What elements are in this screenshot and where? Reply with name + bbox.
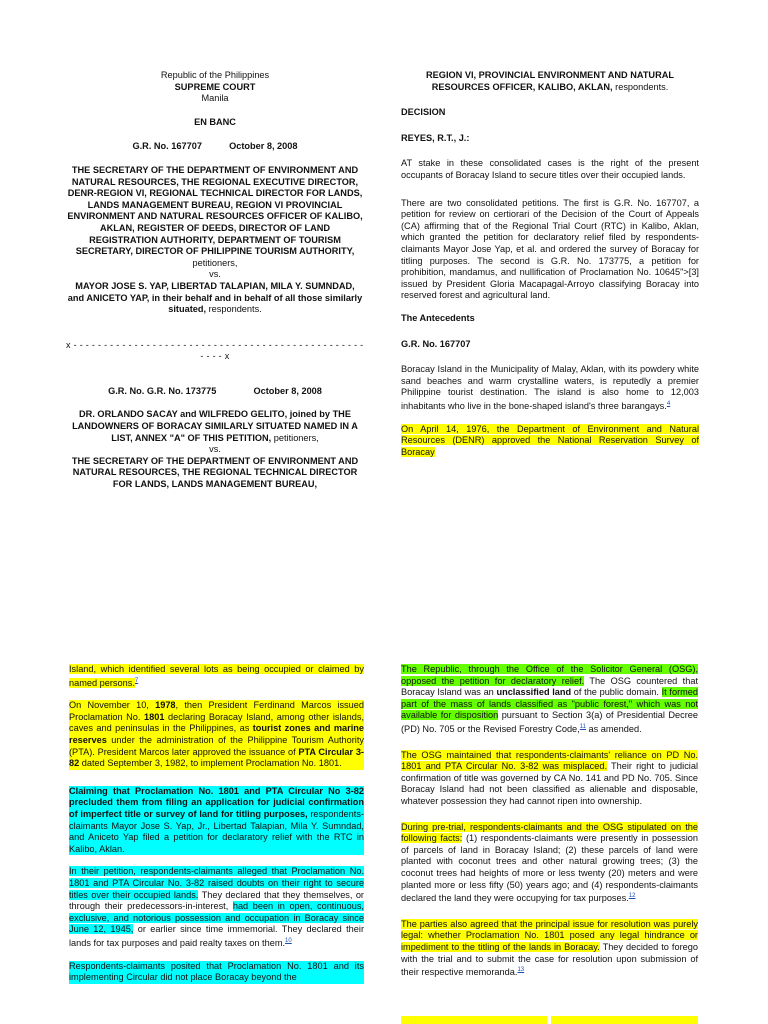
osg-opposition-paragraph (401, 664, 698, 736)
page-2 (0, 512, 768, 1024)
court-city: Manila (201, 93, 229, 104)
claim-text: respondents-claimants Mayor Jose S. Yap, Jr., Libertad Talapian, Mila Y. Sumndad, and Aniceto Yap filed a petition for declaratory relief with the RTC in Kalibo, Aklan. (69, 809, 364, 854)
osg-maintained-paragraph (401, 750, 698, 808)
page2-left-column (69, 664, 364, 995)
allegation-paragraph (69, 866, 364, 949)
region-officer-name: REGION VI, PROVINCIAL ENVIRONMENT AND NATURAL RESOURCES OFFICER, KALIBO, AKLAN, (426, 70, 674, 92)
opposition-text: as amended. (585, 724, 642, 735)
proclamation-number-bold: 1801 (144, 711, 165, 722)
respondents-names-1: MAYOR JOSE S. YAP, LIBERTAD TALAPIAN, MILA Y. SUMNDAD, and ANICETO YAP, in their behalf and in behalf of all those similarly situated, (67, 280, 363, 315)
republic-line: Republic of the Philippines (160, 70, 270, 80)
proclamation-text: , then President Ferdinand Marcos issued Proclamation No. (69, 700, 364, 722)
allegation-text: or earlier since time immemorial. They declared their lands for tax purposes and paid realty taxes on them. (69, 924, 364, 948)
case-date-2: October 8, 2008 (253, 385, 322, 396)
page2-right-column (401, 664, 698, 990)
case-date-1: October 8, 2008 (229, 141, 298, 152)
opposition-highlight-green: The Republic, through the Office of the Solicitor General (OSG), opposed the petition for declaratory relief. (401, 664, 698, 686)
tourist-zones-bold: tourist zones and marine reserves (69, 723, 364, 746)
claim-paragraph (69, 786, 364, 856)
issue-text: They decided to forego with the trial and to submit the case for resolution upon submission of their respective memoranda. (401, 942, 698, 978)
versus-1: vs. (209, 269, 221, 280)
decision-heading: DECISION (401, 107, 446, 118)
caption-continued (401, 70, 699, 93)
page1-right-column (401, 70, 699, 469)
allegation-highlight-cyan: had been in open, continuous, exclusive, and notorious possession and occupation in Boracay since June 12, 1945, (69, 901, 364, 935)
page1-left-column (66, 70, 364, 491)
boracay-paragraph (401, 364, 699, 412)
footnote-link[interactable]: 10 (285, 937, 292, 944)
unclassified-land-bold: unclassified land (496, 687, 572, 698)
caption-petitioners-1 (66, 165, 364, 269)
legal-issue-paragraph (401, 919, 698, 979)
proclamation-text: declaring Boracay Island, among other islands, caves and peninsulas in the Philippines, as (69, 711, 364, 734)
issue-highlight-yellow: The parties also agreed that the principal issue for resolution was purely legal: whether Proclamation No. 1801 posed any legal hindrance or impediment to the titling of the lands in Boracay. (401, 918, 698, 952)
respondents-label-1: respondents. (206, 304, 262, 315)
pretrial-text: (1) respondents-claimants were presently in possession of parcels of land in Boracay Island; (2) these parcels of land were planted with coconut trees and other natural growing trees; (3) the coconut trees had heights of more or less twenty (20) meters and were planted more or less fifty (50) years ago; and (4) respondents-claimants declared the land they were occupying for tax purposes. (401, 833, 698, 904)
petitioners-label-2: petitioners, (271, 432, 319, 443)
proclamation-paragraph (69, 700, 364, 770)
footnote-link[interactable]: 11 (579, 723, 586, 730)
posited-paragraph: Respondents-claimants posited that Proclamation No. 1801 and its implementing Circular did not place Boracay beyond the (69, 960, 364, 983)
circular-bold: PTA Circular 3-82 (69, 746, 364, 769)
respondents-label-3: respondents. (612, 81, 669, 92)
proclamation-text: On November 10, (69, 700, 156, 711)
court-name: SUPREME COURT (174, 81, 256, 92)
petitions-paragraph: There are two consolidated petitions. The first is G.R. No. 167707, a petition for review on certiorari of the Decision of the Court of Appeals (CA) affirming that of the Regional Trial Court (RTC) in Kalibo, Aklan, which granted the petition for declaratory relief filed by respondents-claimants Mayor Jose Yap, et al. and ordered the survey of Boracay for titling purposes. The second is G.R. No. 173775, a petition for prohibition, mandamus, and nullification of Proclamation No. 10645">[3] issued by President Gloria Macapagal-Arroyo classifying Boracay into reserved forest and agricultural land. (401, 197, 699, 301)
gr-number-2: G.R. No. G.R. No. 173775 (108, 385, 217, 396)
opposition-text: pursuant to Section 3(a) of Presidential Decree (PD) No. 705 or the Revised Forestry Code, (401, 710, 698, 735)
next-highlight-fragment (551, 1016, 698, 1024)
public-forest-highlight-green: It formed part of the mass of lands classified as "public forest," which was not available for disposition (401, 687, 698, 721)
next-highlight-fragment (401, 1016, 547, 1024)
ponente-line: REYES, R.T., J.: (401, 132, 470, 143)
caption-respondents-1 (66, 281, 364, 316)
petitioners-names-1: THE SECRETARY OF THE DEPARTMENT OF ENVIRONMENT AND NATURAL RESOURCES, THE REGIONAL EXECUTIVE DIRECTOR, DENR-REGION VI, REGIONAL TECHNICAL DIRECTOR FOR LANDS, LANDS MANAGEMENT BUREAU, REGION VI PROVINCIAL ENVIRONMENT AND NATURAL RESOURCES OFFICER OF KALIBO, AKLAN, REGISTER OF DEEDS, DIRECTOR OF LAND REGISTRATION AUTHORITY, DEPARTMENT OF TOURISM SECRETARY, DIRECTOR OF PHILIPPINE TOURISM AUTHORITY, (67, 164, 363, 257)
boracay-text: Boracay Island in the Municipality of Malay, Aklan, with its powdery white sand beaches and warm crystalline waters, is reputedly a premier Philippine tourist destination. The island is also home to 12,003 inhabitants who live in the bone-shaped island's three barangays. (401, 364, 699, 411)
misplaced-highlight-yellow: The OSG maintained that respondents-claimants' reliance on PD No. 1801 and PTA Circular No. 3-82 was misplaced. (401, 749, 698, 772)
island-paragraph (69, 664, 364, 689)
proclamation-text: dated September 3, 1982, to implement Proclamation No. 1801. (79, 758, 342, 769)
footnote-link[interactable]: 13 (517, 967, 525, 974)
caption-petitioners-2 (66, 409, 364, 444)
pretrial-paragraph (401, 822, 698, 905)
petitioners-label-1: petitioners, (192, 257, 238, 268)
opposition-text: The OSG countered that Boracay Island was an (401, 675, 698, 698)
footnote-link[interactable]: 4 (666, 400, 671, 407)
separator-line-end: - - - - x (200, 351, 230, 362)
petitioners-names-2: DR. ORLANDO SACAY and WILFREDO GELITO, joined by THE LANDOWNERS OF BORACAY SIMILARLY SITUATED NAMED IN A LIST, ANNEX "A" OF THIS PETITION, (72, 409, 358, 443)
allegation-text: They declared that they themselves, or through their predecessors-in-interest, (69, 889, 364, 912)
case-number-2 (66, 386, 364, 398)
respondents-names-2: THE SECRETARY OF THE DEPARTMENT OF ENVIRONMENT AND NATURAL RESOURCES, THE REGIONAL TECHNICAL DIRECTOR FOR LANDS, LANDS MANAGEMENT BUREAU, (71, 455, 359, 490)
opposition-text: of the public domain. (571, 687, 662, 698)
versus-2: vs. (209, 444, 221, 455)
allegation-highlight-cyan: In their petition, respondents-claimants alleged that Proclamation No. 1801 and PTA Circular No. 3-82 raised doubts on their right to secure titles over their occupied lands. (69, 866, 364, 900)
survey-text-highlight: On April 14, 1976, the Department of Environment and Natural Resources (DENR) approved the National Reservation Survey of Boracay (401, 423, 699, 457)
antecedents-heading: The Antecedents (401, 312, 475, 323)
claim-bold: Claiming that Proclamation No. 1801 and PTA Circular No 3-82 precluded them from filing an application for judicial confirmation of imperfect title or survey of land for titling purposes, (69, 785, 364, 819)
separator-line: x - - - - - - - - - - - - - - - - - - - - - - - - - - - - - - - - - - - - - - - - - - - - - - - - (66, 339, 364, 350)
stipulated-highlight-yellow: During pre-trial, respondents-claimants and the OSG stipulated on the following facts: (401, 821, 698, 844)
gr-number-1: G.R. No. 167707 (132, 141, 202, 152)
case-number-1 (66, 141, 364, 153)
island-text: Island, which identified several lots as being occupied or claimed by named persons. (69, 664, 364, 688)
survey-paragraph (401, 424, 699, 459)
footnote-link[interactable]: 12 (628, 893, 636, 900)
intro-paragraph: AT stake in these consolidated cases is the right of the present occupants of Boracay Island to secure titles over their occupied lands. (401, 158, 699, 180)
gr-subheading: G.R. No. 167707 (401, 338, 471, 349)
maintained-text: Their right to judicial confirmation of title was governed by CA No. 141 and PD No. 705. Since Boracay Island had not been classified as alienable and disposable, whatever possession they had cannot ripen into ownership. (401, 761, 698, 806)
en-banc-heading: EN BANC (194, 116, 236, 127)
year-bold: 1978 (155, 700, 176, 711)
footnote-link[interactable]: 7 (134, 677, 139, 684)
proclamation-text: under the administration of the Philippine Tourism Authority (PTA). President Marcos later approved the issuance of (69, 735, 364, 757)
